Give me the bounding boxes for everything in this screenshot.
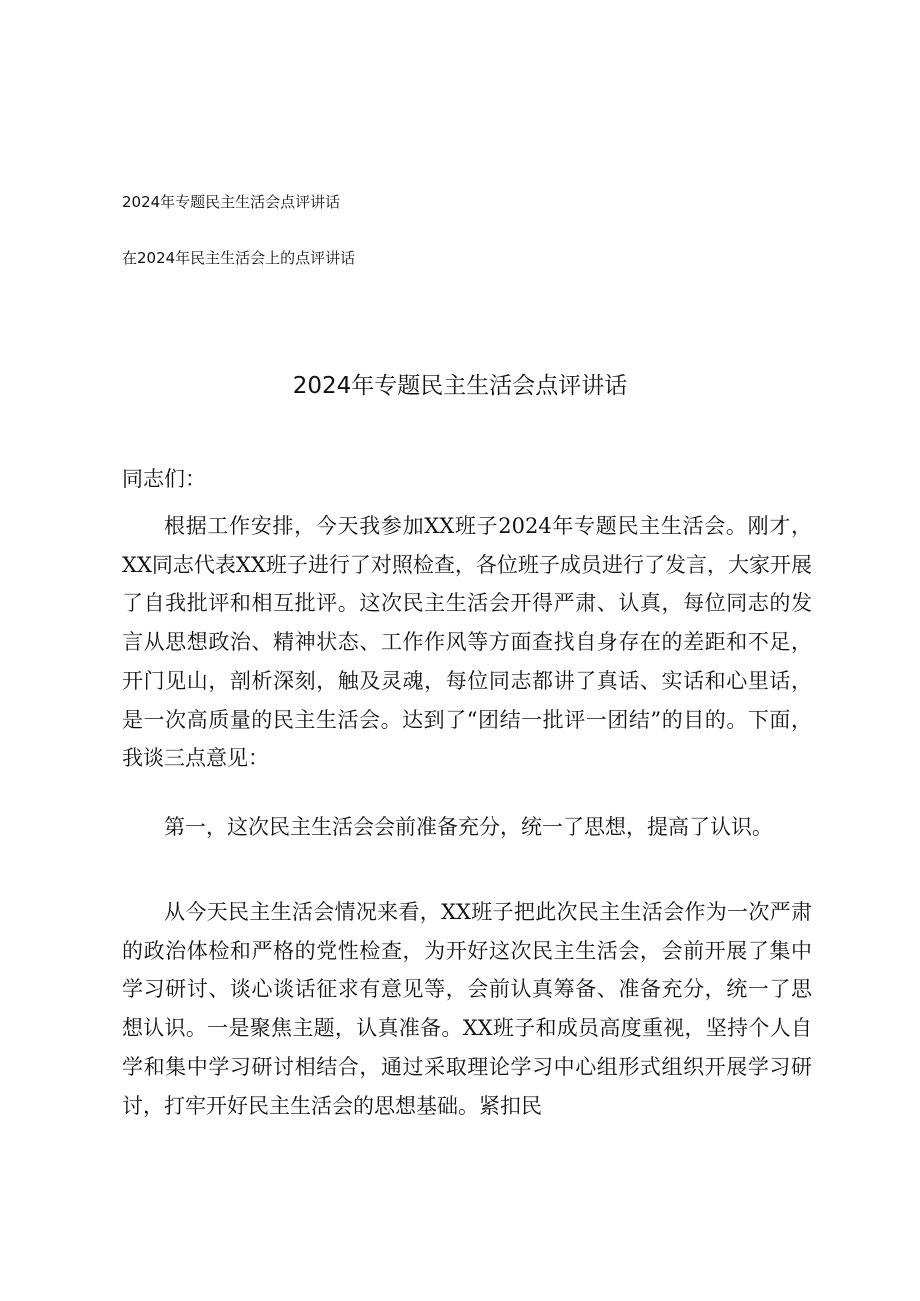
body-paragraph-1: 根据工作安排，今天我参加XX班子2024年专题民主生活会。刚才，XX同志代表XX班子进行了对照检查，各位班子成员进行了发言，大家开展了自我批评和相互批评。这次民主生活会开得严肃、认真，每位同志的发言从思想政治、精神状态、工作作风等方面查找自身存在的差距和不足，开门见山，剖析深刻，触及灵魂，每位同志都讲了真话、实话和心里话，是一次高质量的民主生活会。达到了“团结一批评一团结”的目的。下面，我谈三点意见： [122,514,812,771]
body-paragraph-3: 从今天民主生活会情况来看，XX班子把此次民主生活会作为一次严肃的政治体检和严格的党性检查，为开好这次民主生活会，会前开展了集中学习研讨、谈心谈话征求有意见等，会前认真筹备、准备充分，统一了思想认识。一是聚焦主题，认真准备。XX班子和成员高度重视，坚持个人自学和集中学习研讨相结合，通过采取理论学习中心组形式组织开展学习研讨，打牢开好民主生活会的思想基础。紧扣民 [122,900,812,1118]
toc-entry-1: 2024年专题民主生活会点评讲话 [122,193,341,211]
toc-entry-2: 在2024年民主生活会上的点评讲话 [122,249,356,267]
salutation: 同志们： [122,467,206,491]
document-title: 2024年专题民主生活会点评讲话 [292,373,628,399]
body-paragraph-2: 第一，这次民主生活会会前准备充分，统一了思想，提高了认识。 [164,815,773,839]
